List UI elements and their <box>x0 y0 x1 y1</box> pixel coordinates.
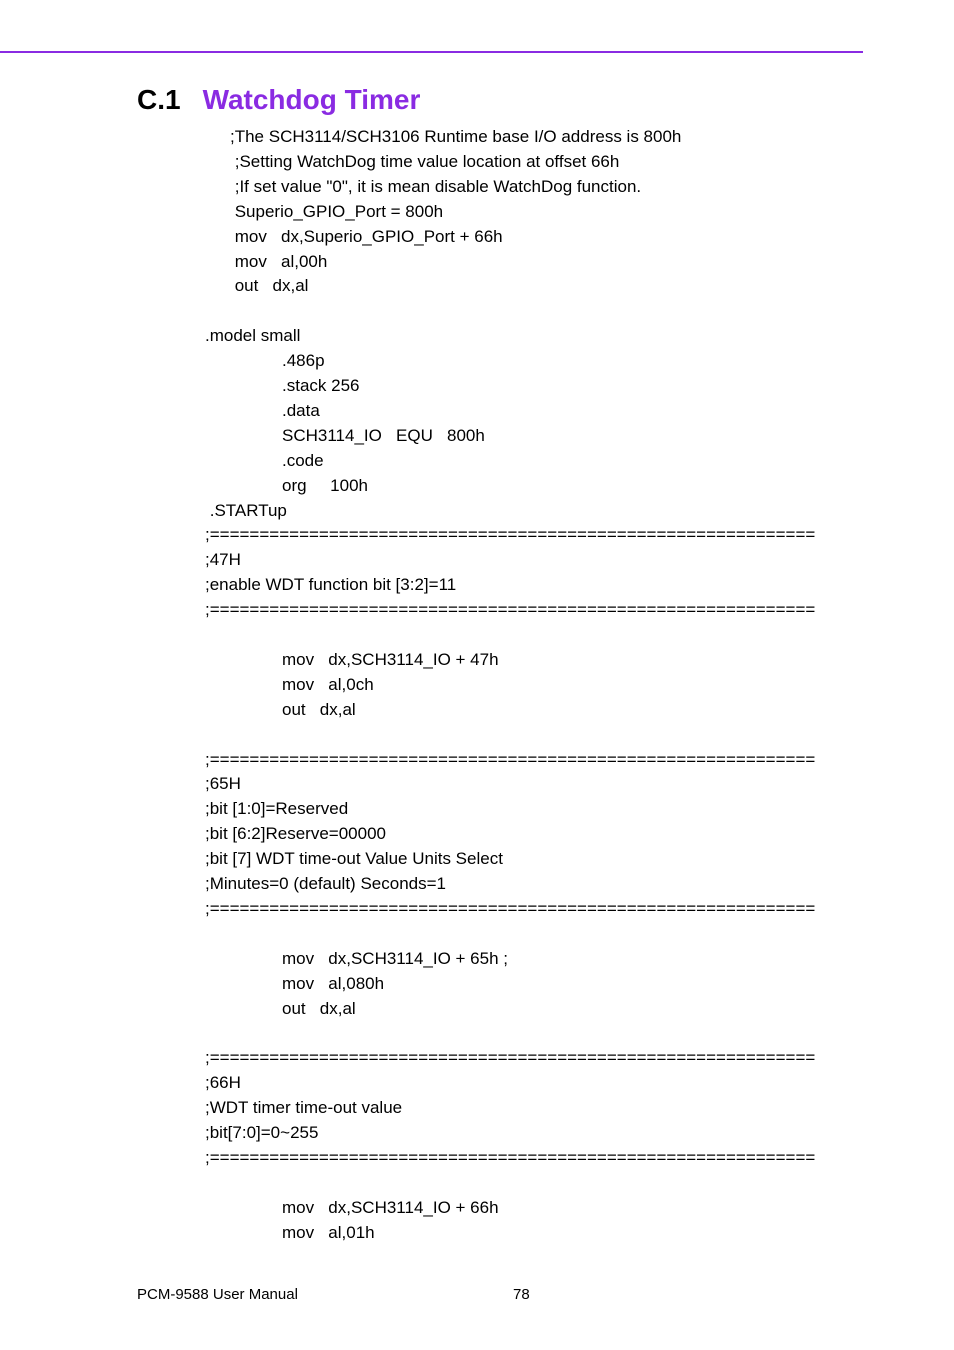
section-heading <box>137 82 420 118</box>
code-line: ;bit [7] WDT time-out Value Units Select <box>205 849 503 869</box>
code-line: ;bit [1:0]=Reserved <box>205 799 349 819</box>
code-line: out dx,al <box>230 276 309 296</box>
code-line: ;enable WDT function bit [3:2]=11 <box>205 575 457 595</box>
code-line: ;bit[7:0]=0~255 <box>205 1123 319 1142</box>
code-line: ;If set value "0", it is mean disable WatchDog function. <box>230 176 642 196</box>
code-line: out dx,al <box>282 699 356 719</box>
code-line: ;============================================================= <box>205 525 816 545</box>
code-line: ;WDT timer time-out value <box>205 1098 403 1118</box>
code-line: ;Setting WatchDog time value location at offset 66h <box>230 151 620 171</box>
code-line: mov al,01h <box>282 1222 375 1242</box>
code-line: mov dx,SCH3114_IO + 47h <box>282 649 499 669</box>
code-line: mov al,080h <box>282 973 385 993</box>
code-line: mov dx,Superio_GPIO_Port + 66h <box>230 226 503 246</box>
code-line: ;============================================================= <box>205 898 816 918</box>
code-line: ;47H <box>205 550 241 570</box>
code-line: ;bit [6:2]Reserve=00000 <box>205 824 386 844</box>
code-line: .stack 256 <box>282 376 360 395</box>
footer-page-number: 78 <box>513 1286 530 1303</box>
code-line: .486p <box>282 351 325 371</box>
code-line: SCH3114_IO EQU 800h <box>282 425 485 445</box>
code-line: ;============================================================= <box>205 749 816 769</box>
code-line: .STARTup <box>205 500 287 520</box>
code-line: Superio_GPIO_Port = 800h <box>230 201 444 221</box>
section-number: C.1 <box>137 84 181 115</box>
header-rule <box>0 51 863 53</box>
code-line: .data <box>282 400 320 420</box>
code-line: mov al,00h <box>230 251 328 271</box>
code-line: ;Minutes=0 (default) Seconds=1 <box>205 874 446 893</box>
code-line: ;============================================================= <box>205 1147 816 1167</box>
section-title: Watchdog Timer <box>202 84 421 115</box>
code-line: ;66H <box>205 1073 241 1093</box>
footer-manual-name: PCM-9588 User Manual <box>137 1286 298 1303</box>
code-line: out dx,al <box>282 998 356 1018</box>
code-line: mov dx,SCH3114_IO + 66h <box>282 1197 499 1217</box>
code-line: mov dx,SCH3114_IO + 65h ; <box>282 948 508 968</box>
code-line: ;The SCH3114/SCH3106 Runtime base I/O address is 800h <box>230 127 682 146</box>
code-line: ;============================================================= <box>205 1048 816 1068</box>
code-line: .code <box>282 450 324 470</box>
code-line: ;============================================================= <box>205 600 816 620</box>
code-line: org 100h <box>282 475 369 495</box>
code-line: ;65H <box>205 774 241 794</box>
code-line: .model small <box>205 326 301 346</box>
code-line: mov al,0ch <box>282 674 374 694</box>
